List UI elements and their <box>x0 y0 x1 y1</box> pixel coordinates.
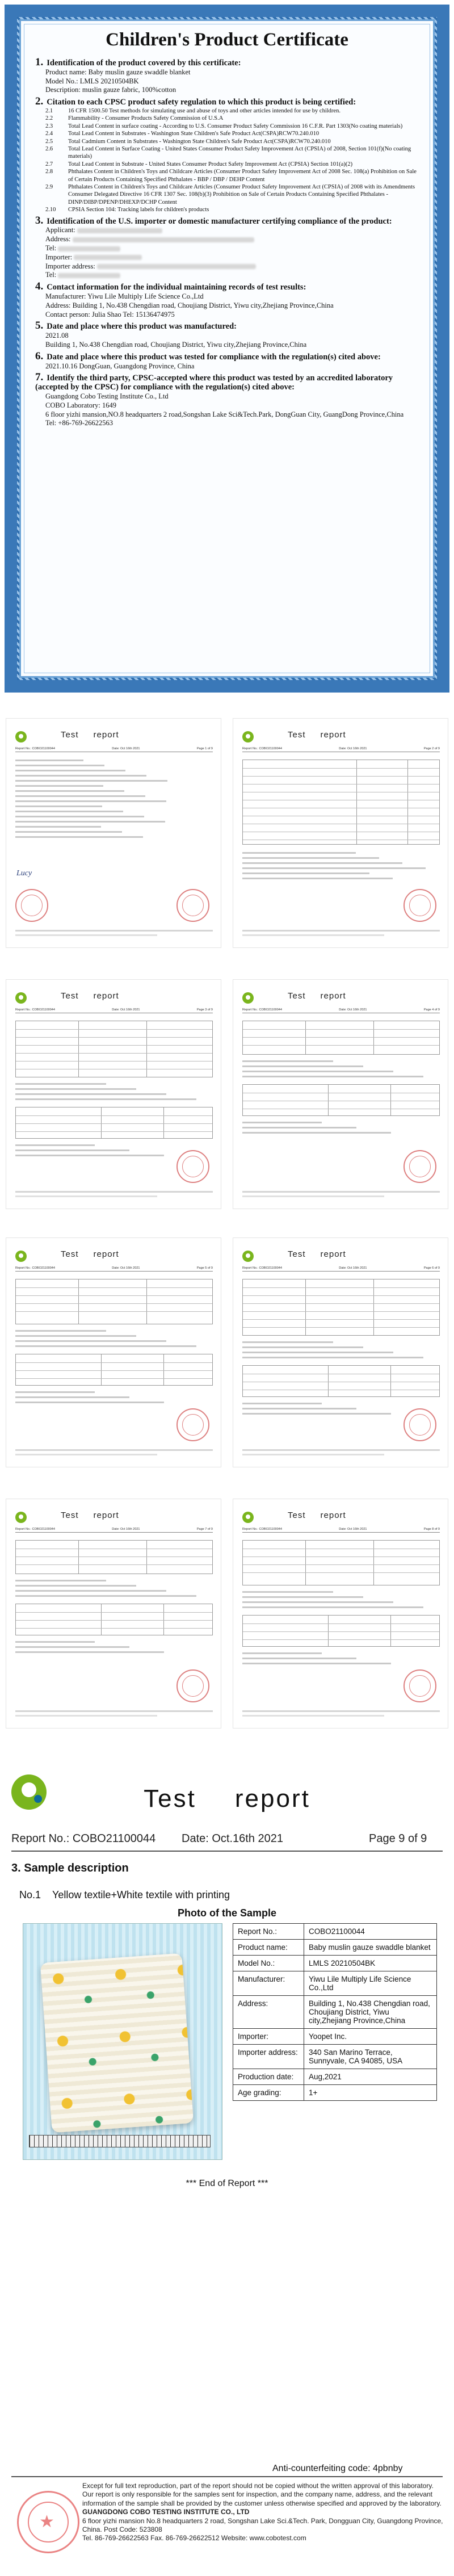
report-date: Date: Oct 16th 2021 <box>112 1008 140 1012</box>
footer-address: 6 floor yizhi mansion No.8 headquarters 2 road, Songshan Lake Sci.&Tech. Park, Dongguan City, Guangdong Province, China. Post Code: 523808 <box>82 2516 443 2534</box>
footer-tel: Tel. 86-769-26622563 Fax. 86-769-26622512 Website: www.cobotest.com <box>82 2534 306 2543</box>
citation-number: 2.6 <box>45 146 53 153</box>
info-key: Importer address: <box>233 2045 304 2069</box>
report-date: Date: Oct 16th 2021 <box>339 1266 367 1270</box>
citation-number: 2.8 <box>45 169 53 175</box>
text-line <box>15 1580 106 1581</box>
page-number: Page 4 of 9 <box>423 1008 440 1012</box>
citation-text: Flammability - Consumer Products Safety Commission of U.S.A <box>68 115 224 122</box>
report-title: Test report <box>288 1249 346 1259</box>
footer-line <box>15 1191 213 1193</box>
report-number: Report No.: COBO21100044 <box>11 1832 156 1845</box>
footer-line <box>15 930 213 932</box>
citation-item <box>35 168 421 183</box>
report-date: Date: Oct 16th 2021 <box>112 1528 140 1531</box>
text-line <box>15 816 144 817</box>
divider <box>15 1532 213 1533</box>
product-description: Description: muslin gauze fabric, 100%cotton <box>45 86 176 94</box>
text-line <box>242 862 402 864</box>
redacted-value <box>73 237 254 242</box>
cobo-logo-icon <box>15 992 27 1004</box>
citation-item <box>35 145 421 161</box>
footer-line <box>15 1195 157 1197</box>
citation-number: 2.3 <box>45 123 53 129</box>
report-title: Test report <box>61 730 119 740</box>
footer-line <box>15 1449 213 1451</box>
section-7-heading: 7. Identify the third party, CPSC-accepted where this product was tested by an accredited laboratory (accepted by the CPSC) for compliance with the regulation(s) cited above: <box>35 371 393 392</box>
certificate-body <box>35 56 421 428</box>
footer-line <box>15 1454 157 1455</box>
results-table <box>15 1604 213 1635</box>
text-line <box>242 1408 356 1409</box>
text-line <box>242 872 369 874</box>
info-key: Address: <box>233 1996 304 2029</box>
text-line <box>242 1652 322 1654</box>
lab-name: Guangdong Cobo Testing Institute Co., Ltd <box>45 392 169 401</box>
section-1-heading: 1. Identification of the product covered by this certificate: <box>35 56 241 68</box>
text-line <box>242 878 393 879</box>
page-number: Page 7 of 9 <box>196 1528 213 1531</box>
report-page <box>233 979 448 1209</box>
info-row <box>233 1940 437 1956</box>
citation-text: Phthalates Content in Children's Toys and Childcare Articles (Consumer Product Safety Improvement Act of 2008 Sec. 108(a) Prohibition on Sale of Certain Products Containing Specified Phthalates - BBP / DBP / DEHP Content <box>68 169 417 183</box>
page-number: Page 5 of 9 <box>196 1266 213 1270</box>
text-line <box>242 867 426 869</box>
divider <box>11 1851 443 1852</box>
cobo-logo-icon <box>15 1251 27 1262</box>
report-meta <box>15 747 213 750</box>
results-table <box>15 1540 213 1574</box>
footer-line <box>15 1715 157 1717</box>
citation-number: 2.1 <box>45 107 53 114</box>
report-meta <box>242 747 440 750</box>
results-table <box>242 1084 440 1116</box>
blanket-image <box>40 1953 194 2133</box>
text-line <box>15 1595 196 1597</box>
report-meta <box>15 1266 213 1270</box>
text-line <box>15 1093 166 1095</box>
text-line <box>15 785 103 787</box>
page-number: Page 2 of 9 <box>423 747 440 750</box>
stamp-icon <box>15 889 48 922</box>
sample-description: No.1 Yellow textile+White textile with printing <box>19 1889 230 1900</box>
lab-id: COBO Laboratory: 1649 <box>45 401 116 409</box>
text-line <box>242 857 379 859</box>
text-line <box>15 821 165 823</box>
report-number: Report No.: COBO21100044 <box>15 1008 55 1012</box>
info-key: Manufacturer: <box>233 1971 304 1996</box>
citation-number: 2.4 <box>45 131 53 137</box>
redacted-value <box>97 264 256 269</box>
section-4-heading: 4. Contact information for the individual maintaining records of test results: <box>35 280 306 293</box>
anti-counterfeit-code: Anti-counterfeiting code: 4pbnby <box>272 2464 403 2473</box>
footer-line <box>242 1710 440 1712</box>
text-line <box>15 765 104 766</box>
citation-item <box>35 123 421 130</box>
footer-divider <box>11 2476 443 2477</box>
sample-photo <box>23 1923 222 2160</box>
footer-line <box>242 1454 384 1455</box>
report-date: Date: Oct 16th 2021 <box>339 747 367 750</box>
results-table <box>242 1615 440 1647</box>
text-line <box>15 1098 196 1100</box>
footer-line <box>242 1715 384 1717</box>
text-line <box>15 836 143 838</box>
text-line <box>15 1335 136 1337</box>
text-line <box>15 1340 166 1342</box>
page-number: Page 1 of 9 <box>196 747 213 750</box>
report-page <box>233 718 448 948</box>
page-number: Page 9 of 9 <box>369 1832 427 1845</box>
report-title: Test report <box>61 1249 119 1259</box>
lab-address: 6 floor yizhi mansion,NO.8 headquarters 2 road,Songshan Lake Sci&Tech.Park, DongGuan City, GuangDong Province,China <box>45 410 404 418</box>
citation-item <box>35 206 421 213</box>
citation-number: 2.5 <box>45 138 53 145</box>
footer-line <box>15 1710 213 1712</box>
section-3-heading: 3. Identification of the U.S. importer or domestic manufacturer certifying compliance of the product: <box>35 214 392 226</box>
info-value: LMLS 20210504BK <box>304 1956 437 1971</box>
text-line <box>15 811 123 812</box>
sample-info-table <box>233 1923 437 2101</box>
text-line <box>242 1606 423 1608</box>
info-row <box>233 1924 437 1940</box>
manufacture-date: 2021.08 <box>45 332 69 340</box>
text-line <box>15 1149 129 1151</box>
divider <box>15 1271 213 1272</box>
text-line <box>242 1591 333 1593</box>
info-key: Report No.: <box>233 1924 304 1940</box>
results-table <box>15 1107 213 1139</box>
report-date: Date: Oct 16th 2021 <box>339 1528 367 1531</box>
text-line <box>242 1352 393 1353</box>
text-line <box>242 1658 356 1659</box>
text-line <box>15 1088 136 1090</box>
cobo-logo-icon <box>242 992 254 1004</box>
footer-line <box>242 934 384 936</box>
results-table <box>15 1021 213 1077</box>
text-line <box>242 1357 423 1358</box>
certificate-title: Children's Product Certificate <box>106 30 348 50</box>
results-table <box>15 1354 213 1386</box>
report-page <box>6 718 221 948</box>
info-value: Building 1, No.438 Chengdian road, Choujiang District, Yiwu city,Zhejiang Province,China <box>304 1996 437 2029</box>
info-key: Product name: <box>233 1940 304 1956</box>
text-line <box>15 770 125 771</box>
report-page <box>233 1237 448 1467</box>
info-value: 340 San Marino Terrace, Sunnyvale, CA 94085, USA <box>304 2045 437 2069</box>
results-table <box>15 1279 213 1324</box>
page-number: Page 3 of 9 <box>196 1008 213 1012</box>
text-line <box>242 1601 393 1603</box>
manufacturer: Manufacturer: Yiwu Lile Multiply Life Science Co.,Ltd <box>45 292 204 301</box>
info-key: Age grading: <box>233 2085 304 2101</box>
text-line <box>15 795 145 797</box>
tel-row: Tel: <box>35 244 421 253</box>
applicant-row: Applicant: <box>35 226 421 235</box>
footer-note: Except for full text reproduction, part of the report should not be copied without the written approval of this laboratory. Our report is only responsible for the samples sent for inspection, and the company name, address, and the relevant information of the sample shall be provided by the customer unless otherwise specified and approved by the laboratory. <box>82 2482 442 2507</box>
info-row <box>233 2045 437 2069</box>
page-number: Page 6 of 9 <box>423 1266 440 1270</box>
info-key: Model No.: <box>233 1956 304 1971</box>
citation-text: 16 CFR 1500.50 Test methods for simulating use and abuse of toys and other articles intended for use by children. <box>68 107 340 114</box>
importer-tel-row: Tel: <box>35 271 421 280</box>
footer <box>82 2482 445 2543</box>
text-line <box>15 790 124 792</box>
report-date: Date: Oct 16th 2021 <box>112 747 140 750</box>
text-line <box>242 1122 322 1123</box>
end-of-report: *** End of Report *** <box>186 2179 268 2188</box>
footer-line <box>242 1195 384 1197</box>
importer-address-row: Importer address: <box>35 262 421 271</box>
section-5-heading: 5. Date and place where this product was manufactured: <box>35 320 237 332</box>
redacted-value <box>58 273 120 278</box>
stamp-icon <box>403 1669 436 1702</box>
report-number: Report No.: COBO21100044 <box>242 1266 282 1270</box>
info-row <box>233 1996 437 2029</box>
info-value: Yiwu Lile Multiply Life Science Co.,Ltd <box>304 1971 437 1996</box>
results-table <box>242 1021 440 1055</box>
info-row <box>233 1956 437 1971</box>
text-line <box>242 1346 363 1348</box>
info-value: COBO21100044 <box>304 1924 437 1940</box>
citation-item <box>35 183 421 206</box>
info-value: 1+ <box>304 2085 437 2101</box>
text-line <box>242 1596 363 1598</box>
cobo-logo-icon <box>242 1512 254 1523</box>
text-line <box>15 1083 106 1085</box>
cobo-logo-icon <box>15 731 27 742</box>
stamp-icon <box>176 1150 209 1183</box>
cobo-logo-icon <box>242 731 254 742</box>
text-line <box>15 1651 164 1653</box>
text-line <box>242 1341 333 1343</box>
report-number: Report No.: COBO21100044 <box>242 747 282 750</box>
text-line <box>15 1590 166 1592</box>
citation-item <box>35 115 421 122</box>
text-line <box>242 1060 333 1062</box>
citation-text: Total Lead Content in surface coating - According to U.S. Consumer Product Safety Commission 16 C.F.R. Part 1303(No coating materials) <box>68 123 403 129</box>
info-row <box>233 2029 437 2045</box>
text-line <box>15 780 167 782</box>
importer-row: Importer: <box>35 253 421 262</box>
text-line <box>242 1663 391 1664</box>
text-line <box>15 775 146 777</box>
citation-item <box>35 130 421 137</box>
cobo-logo-icon <box>15 1512 27 1523</box>
test-date-place: 2021.10.16 DongGuan, Guangdong Province, China <box>45 362 195 370</box>
report-date: Date: Oct 16th 2021 <box>112 1266 140 1270</box>
text-line <box>242 852 356 854</box>
text-line <box>242 1132 391 1134</box>
text-line <box>242 1127 356 1128</box>
citation-item <box>35 138 421 145</box>
footer-company: GUANGDONG COBO TESTING INSTITUTE CO., LTD <box>82 2508 250 2516</box>
text-line <box>15 800 166 802</box>
info-value: Aug,2021 <box>304 2069 437 2085</box>
report-title: Test report <box>288 991 346 1001</box>
text-line <box>15 1391 95 1393</box>
redacted-value <box>74 255 142 260</box>
report-page-9 <box>6 1760 448 2571</box>
report-title: Test report <box>144 1785 310 1813</box>
info-value: Yoopet Inc. <box>304 2029 437 2045</box>
results-table <box>242 760 440 845</box>
text-line <box>15 1345 196 1347</box>
citation-text: Total Lead Content in Substrate - United States Consumer Product Safety Improvement Act (CPSIA) Section 101(a)(2) <box>68 161 353 167</box>
footer-line <box>15 934 157 936</box>
report-date: Date: Oct.16th 2021 <box>182 1832 284 1845</box>
report-number: Report No.: COBO21100044 <box>242 1008 282 1012</box>
info-key: Importer: <box>233 2029 304 2045</box>
report-title: Test report <box>288 1511 346 1520</box>
text-line <box>15 1585 136 1587</box>
report-meta <box>242 1528 440 1531</box>
footer-line <box>242 1449 440 1451</box>
manufacturer-address: Address: Building 1, No.438 Chengdian road, Choujiang District, Yiwu city,Zhejiang Province,China <box>45 301 334 309</box>
text-line <box>242 1413 391 1415</box>
text-line <box>15 1402 164 1403</box>
lab-stamp-icon: ★ <box>17 2491 79 2553</box>
text-line <box>242 1071 393 1072</box>
contact-person: Contact person: Julia Shao Tel: 15136474975 <box>45 310 175 318</box>
text-line <box>15 805 102 807</box>
info-row <box>233 1971 437 1996</box>
citation-text: CPSIA Section 104: Tracking labels for children's products <box>68 207 209 213</box>
certificate <box>0 0 454 698</box>
text-line <box>242 1076 423 1077</box>
citation-number: 2.2 <box>45 115 53 122</box>
citation-item <box>35 161 421 168</box>
text-line <box>15 831 122 833</box>
text-line <box>15 1396 129 1398</box>
info-row <box>233 2085 437 2101</box>
text-line <box>15 1155 164 1156</box>
stamp-icon <box>403 889 436 922</box>
ruler-image <box>29 2135 211 2147</box>
info-key: Production date: <box>233 2069 304 2085</box>
footer-line <box>242 1191 440 1193</box>
report-number: Report No.: COBO21100044 <box>15 1266 55 1270</box>
redacted-value <box>77 228 162 233</box>
report-page <box>6 979 221 1209</box>
text-line <box>15 1330 106 1332</box>
report-title: Test report <box>288 730 346 740</box>
redacted-value <box>58 246 120 251</box>
divider <box>242 1271 440 1272</box>
text-line <box>242 1403 322 1404</box>
citation-number: 2.9 <box>45 184 53 191</box>
text-line <box>15 760 83 761</box>
stamp-icon <box>176 1408 209 1441</box>
citation-text: Total Lead Content in Surface Coating - United States Consumer Product Safety Improvement Act (CPSIA) of 2008, Section 101(f)(No coating materials) <box>68 146 411 160</box>
section-2-heading: 2. Citation to each CPSC product safety regulation to which this product is being certified: <box>35 95 356 108</box>
model-no: Model No.: LMLS 20210504BK <box>45 77 139 85</box>
citation-item <box>35 107 421 115</box>
footer-line <box>242 930 440 932</box>
report-number: Report No.: COBO21100044 <box>15 747 55 750</box>
stamp-icon <box>403 1408 436 1441</box>
results-table <box>242 1365 440 1397</box>
report-number: Report No.: COBO21100044 <box>15 1528 55 1531</box>
text-line <box>15 826 101 828</box>
report-meta <box>242 1266 440 1270</box>
manufacture-place: Building 1, No.438 Chengdian road, Choujiang District, Yiwu city,Zhejiang Province,China <box>45 341 307 349</box>
citation-text: Total Lead Content in Substrates - Washington State Children's Safe Product Act(CSPA)RCW70.240.010 <box>68 131 320 137</box>
report-page <box>6 1237 221 1467</box>
product-name: Product name: Baby muslin gauze swaddle blanket <box>45 68 191 76</box>
citation-number: 2.10 <box>45 207 56 213</box>
results-table <box>242 1540 440 1585</box>
divider <box>242 1532 440 1533</box>
photo-title: Photo of the Sample <box>177 1907 276 1919</box>
citation-text: Phthalates Content in Children's Toys and Childcare Articles (Consumer Product Safety Improvement Act (CPSIA) of 2008 with its Amendments Consumer Delegated Directive 16 CFR 1307 Sec. 108(b)(3) Prohibition on Sale of Certain Products Containing Specified Phthalates - DINP/DIBP/DPENP/DHEXP/DCHP Content <box>68 184 415 205</box>
report-title: Test report <box>61 1511 119 1520</box>
text-line <box>15 1646 129 1648</box>
page-number: Page 8 of 9 <box>423 1528 440 1531</box>
citation-text: Total Cadmium Content in Substrates - Washington State Children's Safe Product Act(CSPA)RCW70.240.010 <box>68 138 331 145</box>
cobo-logo-icon <box>242 1251 254 1262</box>
report-meta <box>242 1008 440 1012</box>
info-row <box>233 2069 437 2085</box>
info-value: Baby muslin gauze swaddle blanket <box>304 1940 437 1956</box>
section-heading: 3. Sample description <box>11 1862 129 1874</box>
stamp-icon <box>176 889 209 922</box>
stamp-icon <box>176 1669 209 1702</box>
report-meta <box>15 1008 213 1012</box>
section-6-heading: 6. Date and place where this product was tested for compliance with the regulation(s) cited above: <box>35 350 381 362</box>
report-title: Test report <box>61 991 119 1001</box>
stamp-icon <box>403 1150 436 1183</box>
text-line <box>242 1065 363 1067</box>
citation-number: 2.7 <box>45 161 53 167</box>
report-meta <box>15 1528 213 1531</box>
citation-list <box>35 107 421 214</box>
report-page <box>6 1499 221 1728</box>
lab-tel: Tel: +86-769-26622563 <box>45 419 114 427</box>
signature: Lucy <box>16 869 32 878</box>
report-date: Date: Oct 16th 2021 <box>339 1008 367 1012</box>
report-page <box>233 1499 448 1728</box>
text-line <box>15 1641 95 1643</box>
address-row: Address: <box>35 235 421 244</box>
report-number: Report No.: COBO21100044 <box>242 1528 282 1531</box>
text-line <box>15 1144 95 1146</box>
results-table <box>242 1279 440 1336</box>
